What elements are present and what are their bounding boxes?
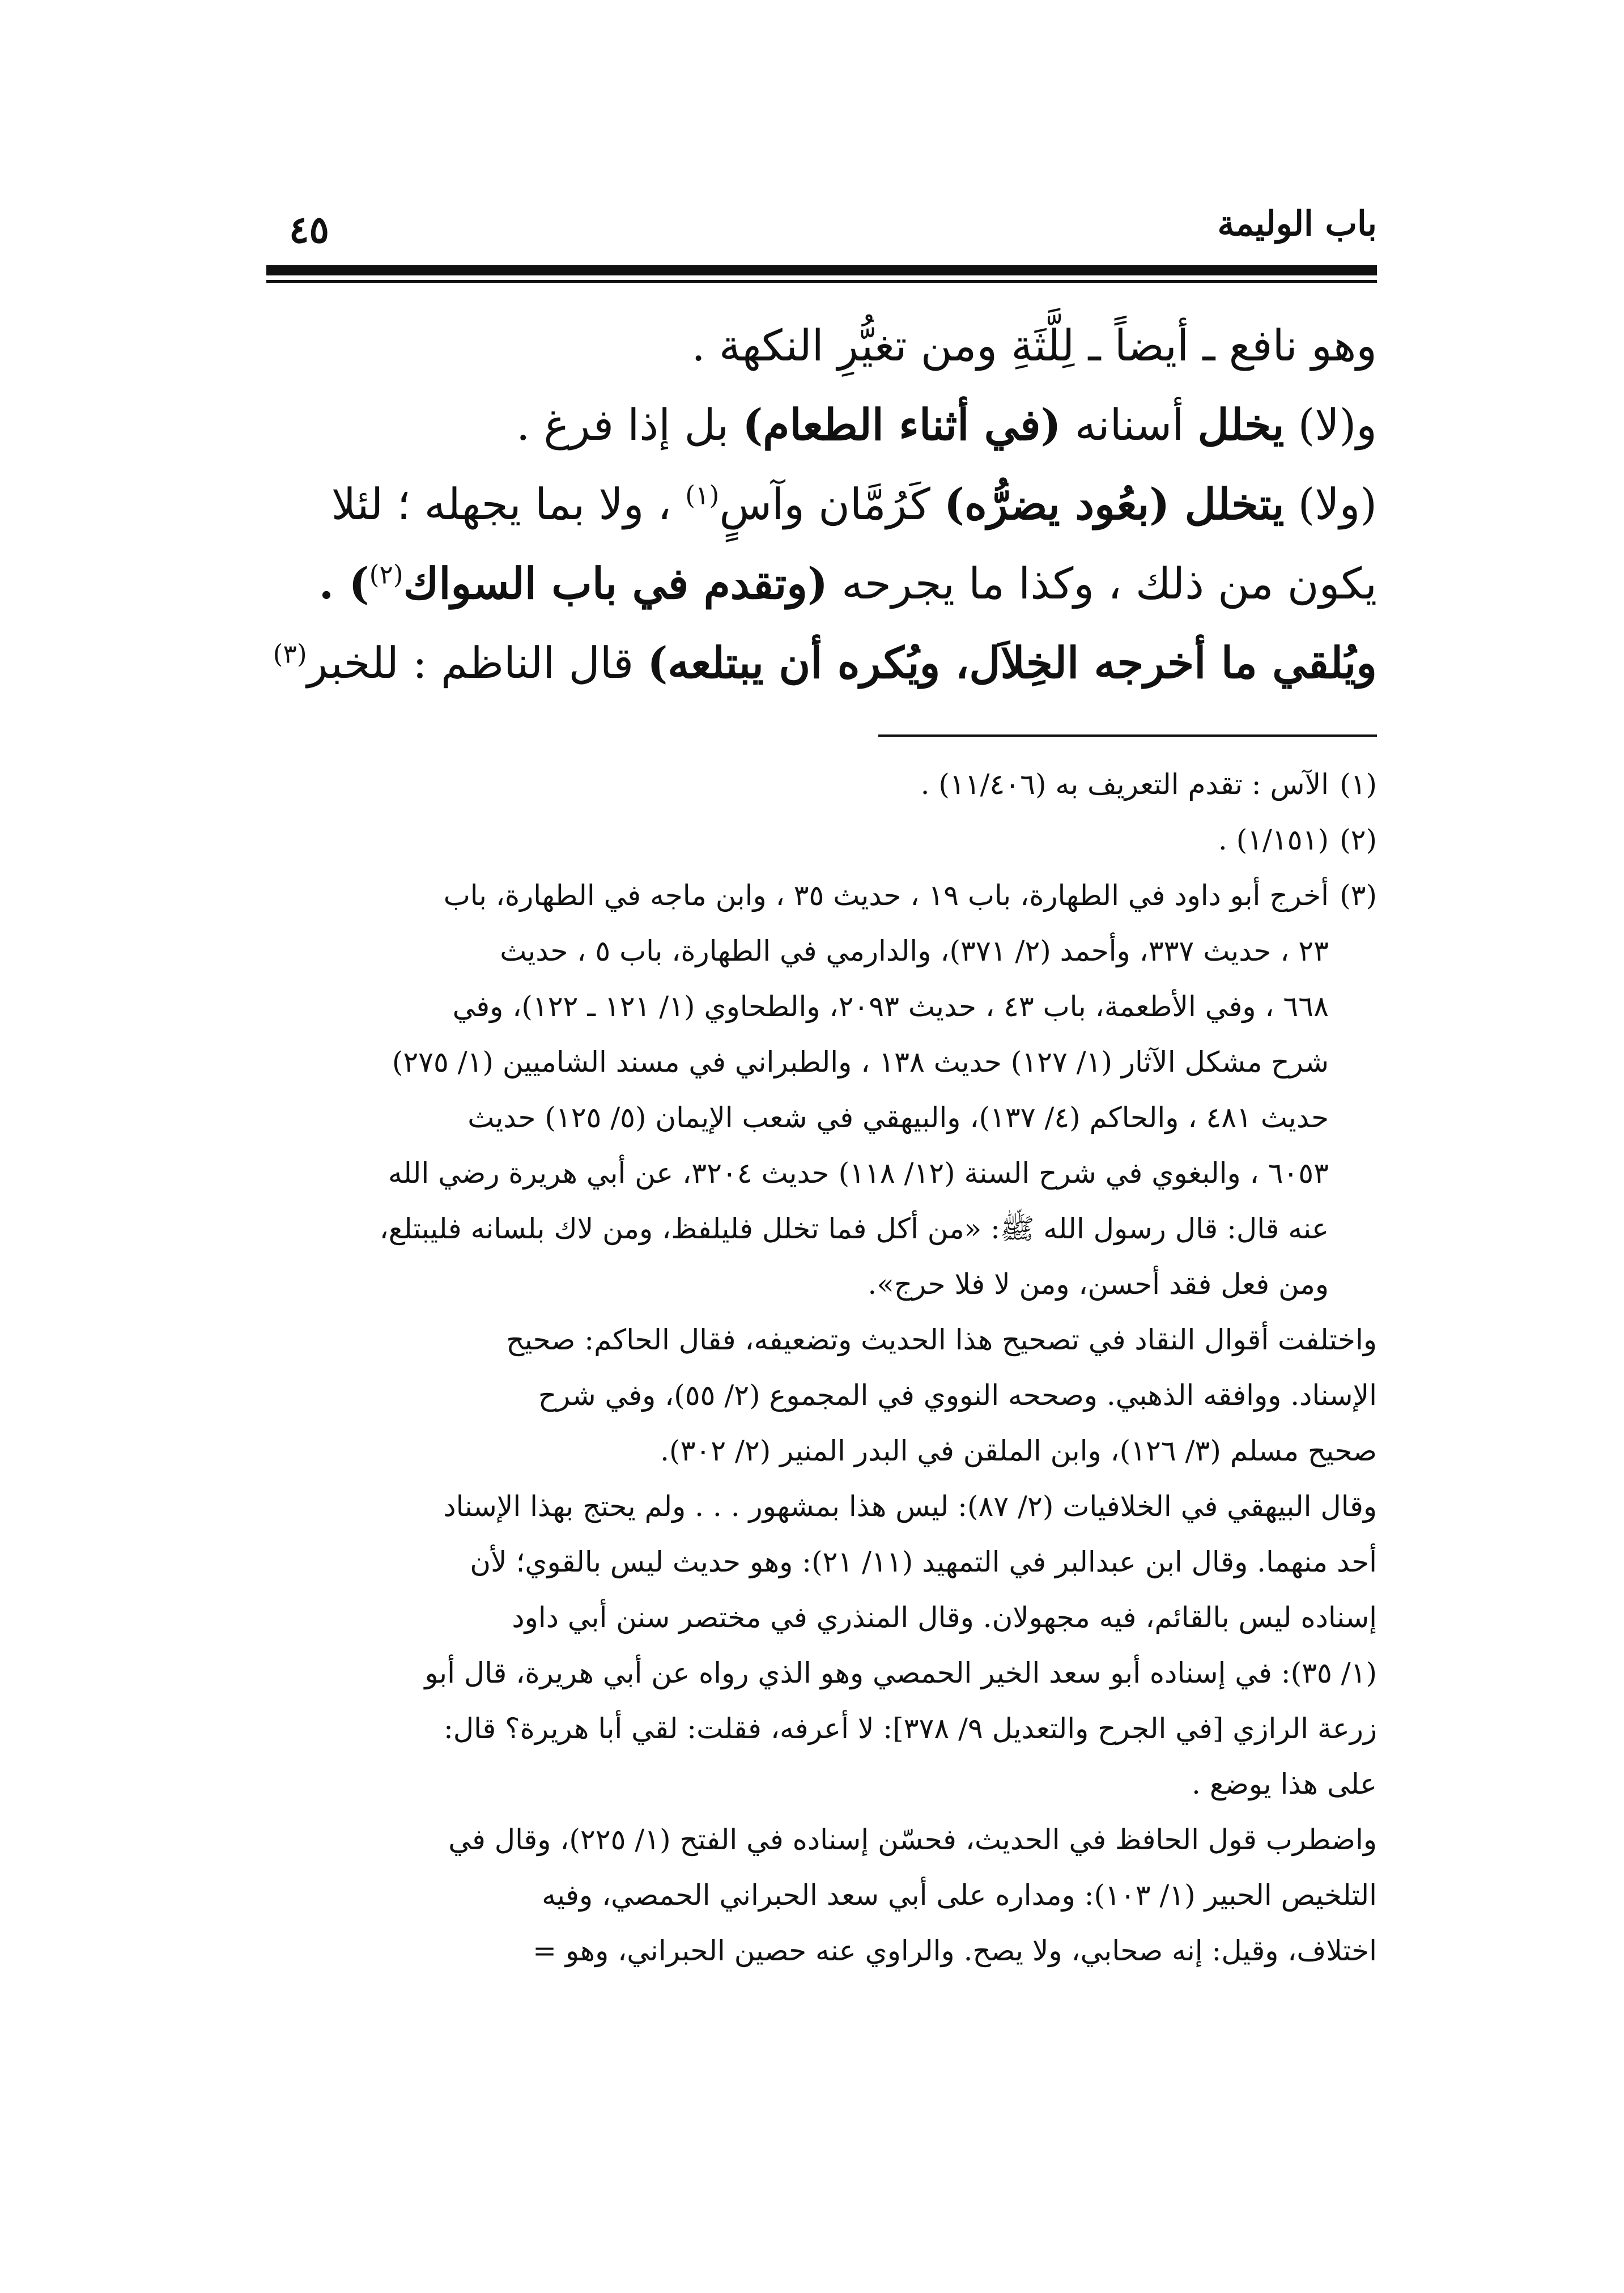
footnote	[266, 757, 1377, 812]
footnote-number: (١)	[1340, 768, 1377, 801]
text-segment: يخلل	[1197, 400, 1285, 450]
main-paragraph	[266, 385, 1377, 465]
footnote-line: عنه قال: قال رسول الله ﷺ: «من أكل فما تخلل فليلفظ، ومن لاك بلسانه فليبتلع،	[379, 1212, 1329, 1245]
footnote-line: وقال البيهقي في الخلافيات (٢/ ٨٧): ليس هذا بمشهور . . . ولم يحتج بهذا الإسناد	[443, 1490, 1377, 1523]
footnote-line: حديث ٤٨١ ، والحاكم (٤/ ١٣٧)، والبيهقي في شعب الإيمان (٥/ ١٢٥) حديث	[467, 1101, 1329, 1134]
footnote-line: زرعة الرازي [في الجرح والتعديل ٩/ ٣٧٨]: لا أعرفه، فقلت: لقي أبا هريرة؟ قال:	[443, 1712, 1377, 1745]
footnote-line: ومن فعل فقد أحسن، ومن لا فلا حرج».	[868, 1268, 1329, 1301]
footnote-line: أخرج أبو داود في الطهارة، باب ١٩ ، حديث ٣٥ ، وابن ماجه في الطهارة، باب	[443, 879, 1329, 912]
header-rule-thick	[266, 265, 1377, 275]
text-segment: وهو نافع ـ أيضاً ـ لِلَّثَةِ ومن تغيُّرِ النكهة .	[691, 320, 1377, 371]
main-paragraph	[266, 544, 1377, 623]
text-segment: (ولا)	[1284, 479, 1377, 529]
footnote-marker: (٢)	[369, 559, 403, 590]
footnote	[266, 868, 1377, 1312]
text-segment: بل إذا فرغ .	[516, 400, 743, 450]
footnote-line: (١/١٥١) .	[1218, 823, 1329, 856]
main-text	[266, 306, 1377, 703]
footnote-line: اختلاف، وقيل: إنه صحابي، ولا يصح. والراوي عنه حصين الحبراني، وهو =	[533, 1934, 1377, 1967]
text-segment: ويُلقي ما أخرجه الخِلاَل، ويُكره أن يبتلعه)	[647, 638, 1377, 688]
footnote-number: (٢)	[1340, 823, 1377, 856]
footnote-line: أحد منهما. وقال ابن عبدالبر في التمهيد (١١/ ٢١): وهو حديث ليس بالقوي؛ لأن	[470, 1545, 1377, 1578]
header-rule-thin	[266, 280, 1377, 283]
footnote-line: ٢٣ ، حديث ٣٣٧، وأحمد (٢/ ٣٧١)، والدارمي في الطهارة، باب ٥ ، حديث	[500, 935, 1329, 967]
page-header	[266, 198, 1377, 261]
main-paragraph	[266, 623, 1377, 703]
footnote-line: صحيح مسلم (٣/ ١٢٦)، وابن الملقن في البدر المنير (٢/ ٣٠٢).	[660, 1434, 1377, 1467]
footnote-separator	[878, 734, 1377, 737]
footnote-line: (١/ ٣٥): في إسناده أبو سعد الخير الحمصي وهو الذي رواه عن أبي هريرة، قال أبو	[424, 1657, 1377, 1689]
footnote-line: واختلفت أقوال النقاد في تصحيح هذا الحديث وتضعيفه، فقال الحاكم: صحيح	[506, 1323, 1377, 1356]
footnote-line: ٦٠٥٣ ، والبغوي في شرح السنة (١٢/ ١١٨) حديث ٣٢٠٤، عن أبي هريرة رضي الله	[388, 1157, 1329, 1190]
main-paragraph	[266, 465, 1377, 544]
text-segment: كَرُمَّان وآسٍ	[719, 479, 945, 529]
footnote-line: إسناده ليس بالقائم، فيه مجهولان. وقال المنذري في مختصر سنن أبي داود	[512, 1601, 1377, 1634]
text-segment: ، ولا بما يجهله ؛ لئلا	[331, 479, 686, 529]
text-segment: أسنانه	[1061, 400, 1198, 450]
footnote-marker: (٣)	[273, 639, 307, 669]
footnotes	[266, 757, 1377, 1978]
text-segment: (في أثناء الطعام)	[742, 400, 1061, 450]
text-segment: ) .	[318, 558, 369, 609]
text-segment: (وتقدم في باب السواك	[403, 558, 828, 609]
footnote-paragraph	[266, 1812, 1377, 1978]
footnote-line: الإسناد. ووافقه الذهبي. وصححه النووي في المجموع (٢/ ٥٥)، وفي شرح	[538, 1379, 1377, 1412]
page-number: ٤٥	[289, 207, 329, 252]
text-segment: و(لا)	[1284, 400, 1377, 450]
footnote-line: ٦٦٨ ، وفي الأطعمة، باب ٤٣ ، حديث ٢٠٩٣، والطحاوي (١/ ١٢١ ـ ١٢٢)، وفي	[452, 990, 1329, 1023]
footnote-marker: (١)	[685, 480, 720, 511]
footnote-line: الآس : تقدم التعريف به (١١/٤٠٦) .	[920, 768, 1329, 801]
footnote-line: واضطرب قول الحافظ في الحديث، فحسّن إسناده في الفتح (١/ ٢٢٥)، وقال في	[448, 1823, 1377, 1856]
text-segment: قال الناظم : للخبر	[307, 638, 648, 688]
footnote	[266, 812, 1377, 868]
footnote-paragraph	[266, 1479, 1377, 1812]
footnote-paragraph	[266, 1312, 1377, 1479]
footnote-line: شرح مشكل الآثار (١/ ١٢٧) حديث ١٣٨ ، والطبراني في مسند الشاميين (١/ ٢٧٥)	[392, 1046, 1329, 1078]
text-segment: يتخلل (بعُود يضرُّه)	[944, 479, 1285, 529]
main-paragraph	[266, 306, 1377, 385]
book-page	[266, 0, 1377, 2293]
chapter-title: باب الوليمة	[1217, 204, 1377, 244]
footnote-number: (٣)	[1340, 879, 1377, 912]
footnote-line: على هذا يوضع .	[1192, 1768, 1377, 1801]
footnote-line: التلخيص الحبير (١/ ١٠٣): ومداره على أبي سعد الحبراني الحمصي، وفيه	[542, 1879, 1377, 1912]
text-segment: يكون من ذلك ، وكذا ما يجرحه	[827, 558, 1377, 609]
